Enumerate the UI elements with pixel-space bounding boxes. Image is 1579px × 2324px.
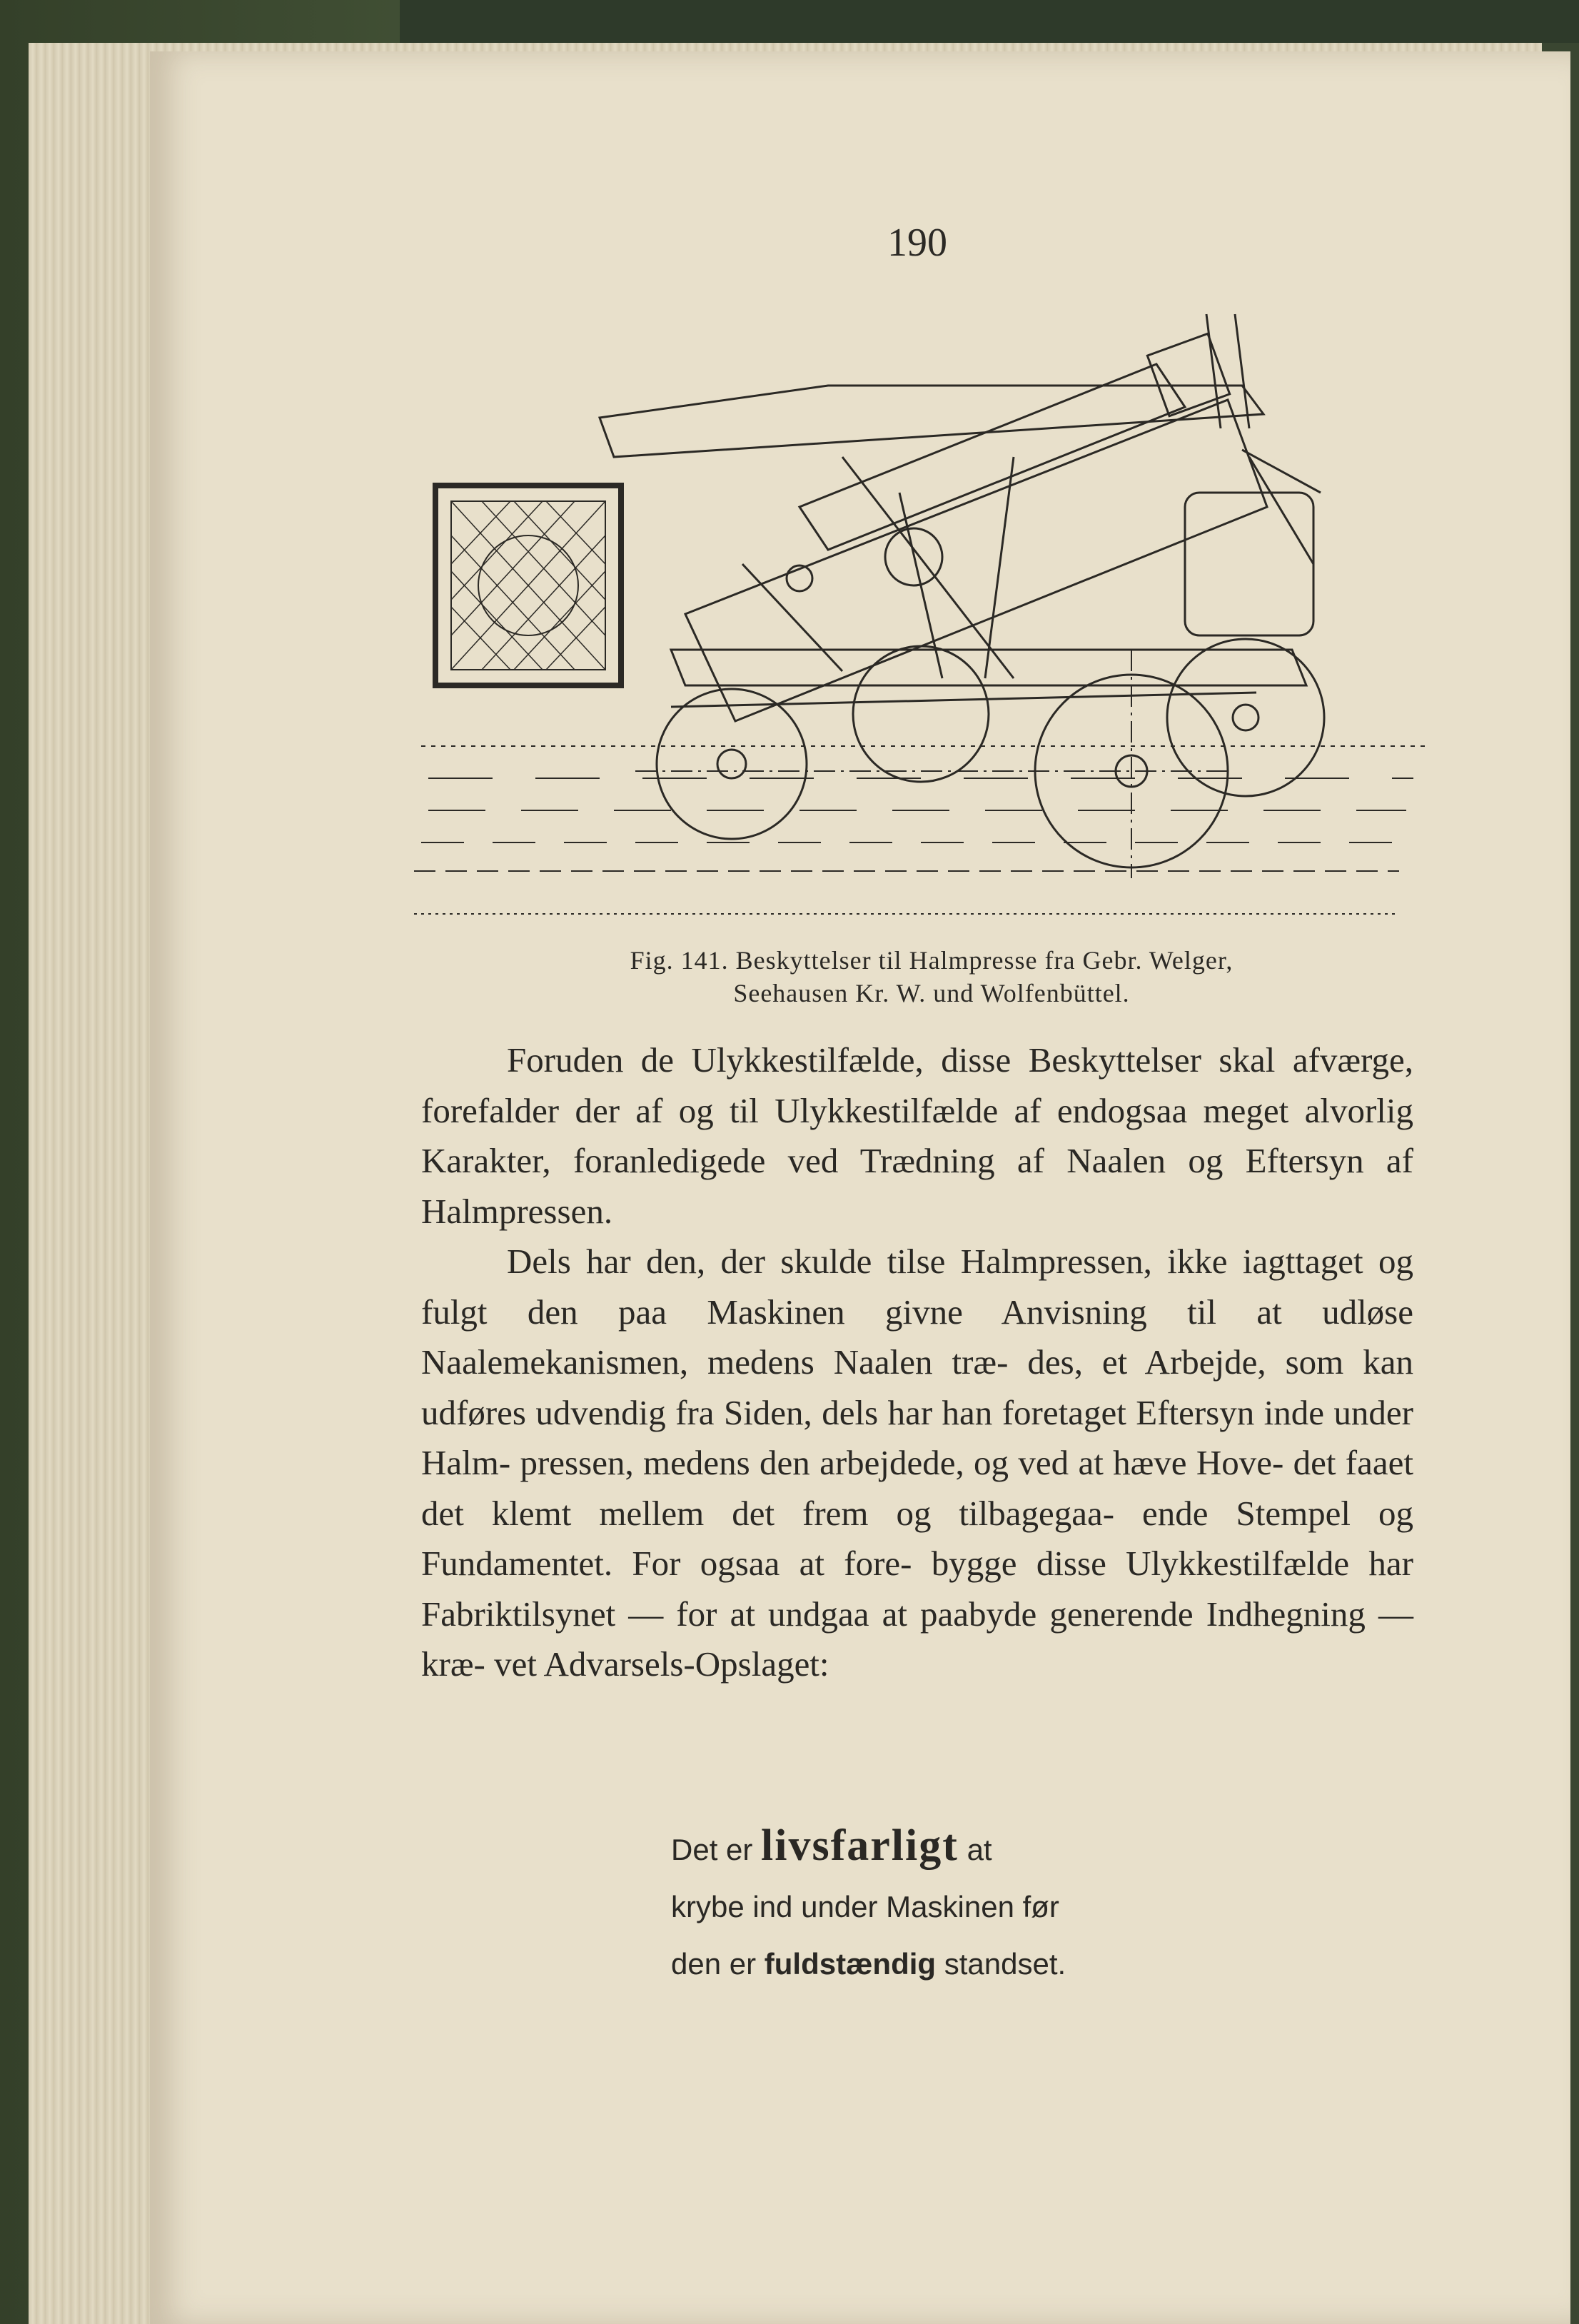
body-text — [421, 1035, 1413, 1690]
book-cover-top — [400, 0, 1579, 43]
notice-line-1 — [671, 1817, 1242, 1878]
warning-notice — [671, 1817, 1242, 1993]
hay-press-drawing — [400, 278, 1449, 928]
notice-line3-start: den er — [671, 1947, 757, 1981]
notice-line1-end: at — [967, 1833, 992, 1866]
page-number: 190 — [887, 221, 947, 265]
figure-caption-line2: Seehausen Kr. W. und Wolfenbüttel. — [733, 979, 1130, 1007]
notice-line-3 — [671, 1936, 1242, 1993]
figure-caption — [457, 944, 1406, 1010]
notice-line1-start: Det er — [671, 1833, 753, 1866]
paragraph-1: Foruden de Ulykkestilfælde, disse Beskyttelser skal afværge, forefalder der af og til Ulykkestilfælde af endogsaa meget alvorlig Karakter, foranledigede ved Trædning af Naalen og Eftersyn af Halmpressen. — [421, 1040, 1413, 1231]
notice-line3-end: standset. — [944, 1947, 1066, 1981]
figure-caption-line1: Fig. 141. Beskyttelser til Halmpresse fra Gebr. Welger, — [630, 946, 1234, 975]
notice-emphasis-fuldstaendig: fuldstændig — [764, 1947, 937, 1981]
notice-emphasis-livsfarligt: livsfarligt — [761, 1821, 959, 1870]
paragraph-2: Dels har den, der skulde tilse Halmpressen, ikke iagttaget og fulgt den paa Maskinen givne Anvisning til at udløse Naalemekanismen, medens Naalen træ- des, et Arbejde, som kan udføres udvendig fra Siden, dels har han foretaget Eftersyn inde under Halm- pressen, medens den arbejdede, og ved at hæve Hove- det faaet det klemt mellem det frem og tilbagegaa- ende Stempel og Fundamentet. For ogsaa at fore- bygge disse Ulykkestilfælde har Fabriktilsynet — for at undgaa at paabyde generende Indhegning — kræ- vet Advarsels-Opslaget: — [421, 1242, 1413, 1684]
notice-line-2: krybe ind under Maskinen før — [671, 1890, 1059, 1923]
figure-hay-press-illustration — [400, 278, 1449, 928]
